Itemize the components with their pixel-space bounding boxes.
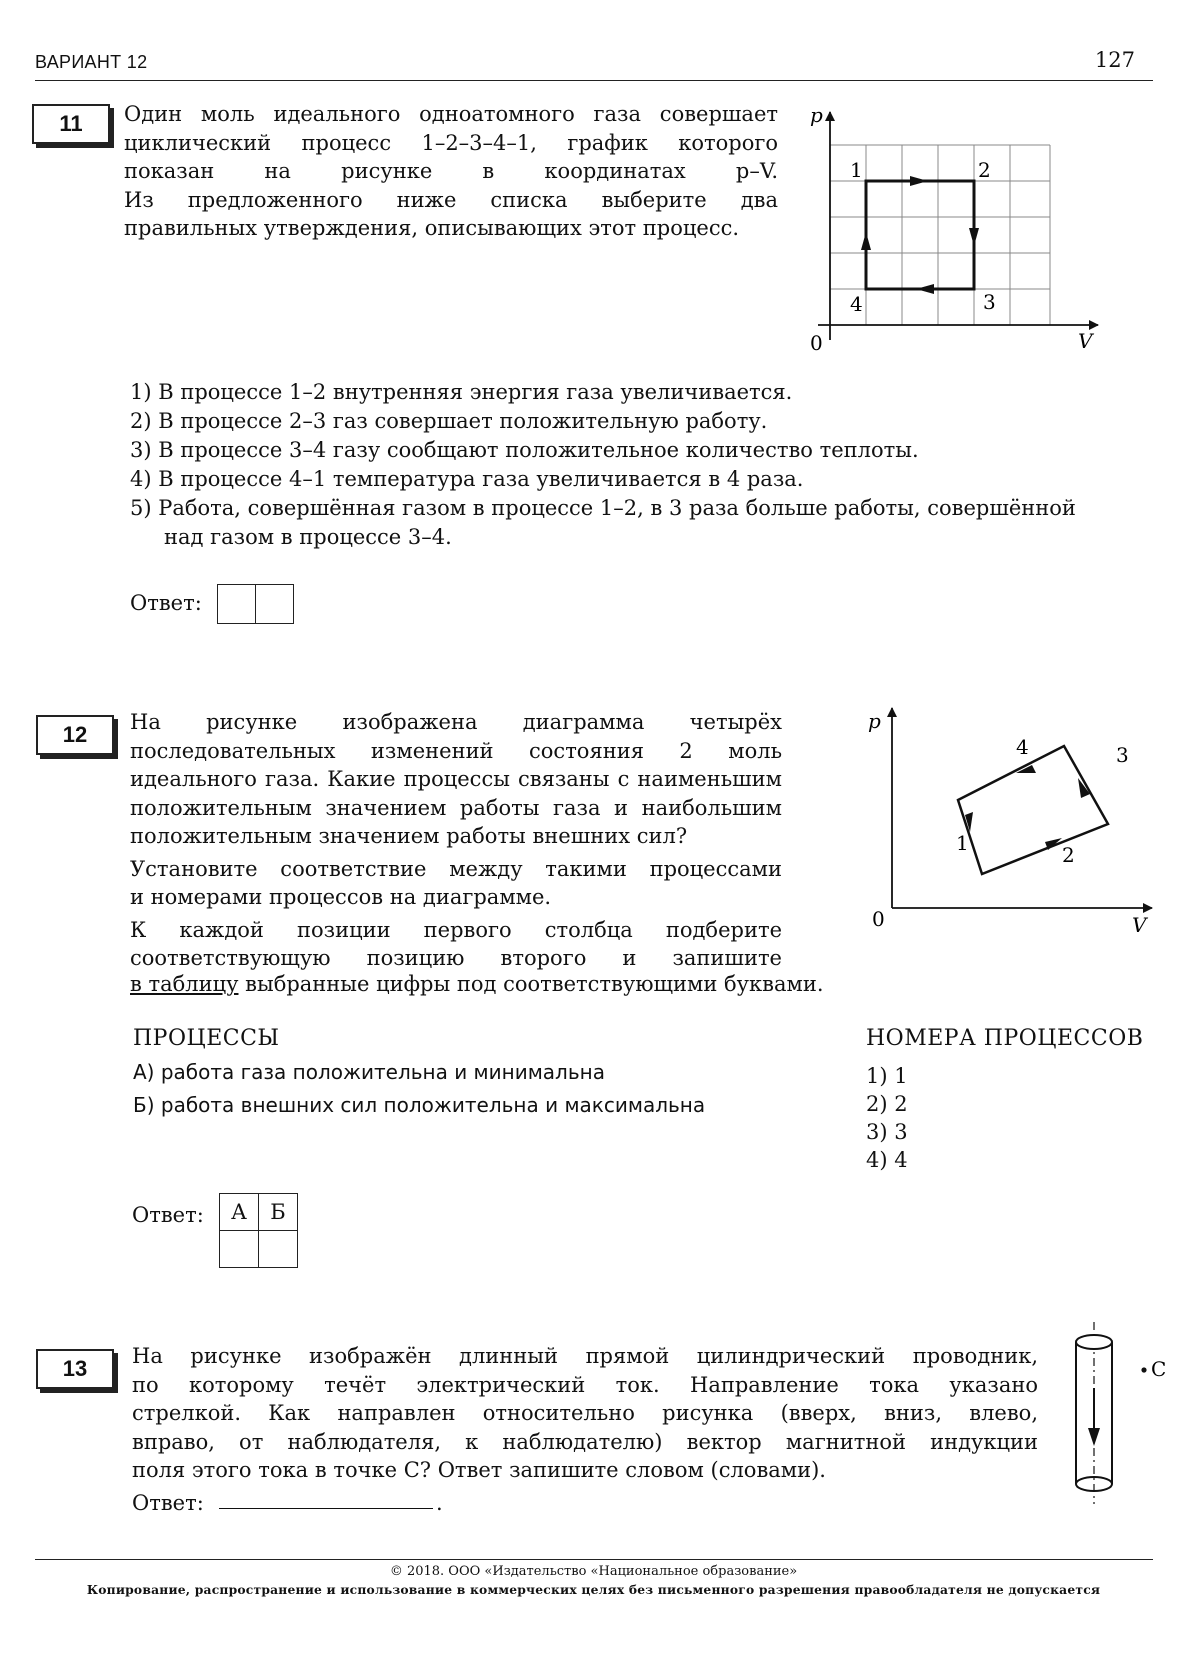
q12-last-line [130, 970, 824, 999]
q12-processes-heading: ПРОЦЕССЫ [133, 1026, 280, 1051]
q11-arrow-34 [916, 284, 934, 294]
q12-number-1: 1) 1 [866, 1064, 908, 1088]
q13-line: На рисунке изображён длинный прямой цилиндрический проводник, [132, 1344, 1038, 1368]
q11-line: Из предложенного ниже списка выберите два [124, 187, 778, 212]
q12-line: положительным значением работы газа и наибольшим [130, 795, 782, 820]
q11-line: циклический процесс 1–2–3–4–1, график которого [124, 130, 778, 155]
q12-cycle [958, 746, 1108, 874]
question-12-number: 12 [36, 715, 114, 755]
q13-line: вправо, от наблюдателя, к наблюдателю) вектор магнитной индукции [132, 1429, 1038, 1454]
q12-numbers-list [866, 1062, 908, 1174]
q12-answer-cell-b[interactable] [259, 1231, 298, 1268]
q12-table-link: в таблицу [130, 972, 239, 996]
q12-origin-label: 0 [872, 907, 885, 931]
q12-number-4: 4) 4 [866, 1148, 908, 1172]
q12-v-label: V [1132, 913, 1147, 937]
page-number: 127 [1094, 48, 1135, 72]
q12-answer-head-b: Б [259, 1194, 298, 1231]
q11-option-5: 5) Работа, совершённая газом в процессе 1–2, в 3 раза больше работы, совершённой [130, 496, 1076, 520]
question-13-number: 13 [36, 1349, 114, 1389]
q11-option-3: 3) В процессе 3–4 газу сообщают положительное количество теплоты. [130, 438, 919, 462]
q12-processes-list [133, 1056, 705, 1122]
q11-answer-cell-1[interactable] [218, 585, 255, 623]
q12-pv-diagram [850, 700, 1180, 940]
q13-answer-label: Ответ: [132, 1491, 204, 1515]
q11-arrow-12 [910, 176, 928, 186]
q11-option-5-cont: над газом в процессе 3–4. [164, 525, 452, 549]
q11-answer-cell-2[interactable] [255, 585, 293, 623]
q13-point-c-label: С [1151, 1357, 1167, 1381]
footer-notice: Копирование, распространение и использование в коммерческих целях без письменного разрешения правообладателя не допускается [86, 1582, 1101, 1597]
q11-pv-graph [800, 100, 1110, 360]
q12-line: Установите соответствие между такими процессами [130, 856, 782, 881]
q12-process-b: Б) работа внешних сил положительна и максимальна [133, 1093, 706, 1117]
q12-numbers-heading: НОМЕРА ПРОЦЕССОВ [866, 1026, 1144, 1051]
question-11-text [124, 100, 778, 243]
q11-point-3: 3 [983, 290, 996, 314]
q11-cycle [866, 181, 974, 289]
q11-line: правильных утверждения, описывающих этот процесс. [124, 216, 740, 240]
q11-options [130, 378, 1160, 552]
q11-option-4: 4) В процессе 4–1 температура газа увеличивается в 4 раза. [130, 467, 804, 491]
q12-line: На рисунке изображена диаграмма четырёх [130, 710, 782, 734]
q13-answer-period: . [436, 1491, 443, 1515]
q11-point-2: 2 [978, 158, 991, 182]
q11-point-1: 1 [850, 158, 863, 182]
q12-point-3: 3 [1116, 743, 1129, 767]
q12-point-1: 1 [956, 831, 969, 855]
q13-answer-input[interactable] [219, 1508, 433, 1509]
question-12-text [130, 708, 782, 973]
q12-line: положительным значением работы внешних сил? [130, 824, 688, 848]
footer-divider [35, 1559, 1153, 1560]
q12-process-a: А) работа газа положительна и минимальна [133, 1060, 605, 1084]
q13-conductor-figure [1068, 1318, 1178, 1508]
q11-arrow-23 [969, 228, 979, 246]
q12-point-2: 2 [1062, 843, 1075, 867]
q12-number-3: 3) 3 [866, 1120, 908, 1144]
q11-line: Один моль идеального одноатомного газа совершает [124, 102, 778, 126]
q11-point-4: 4 [850, 292, 863, 316]
q12-line: соответствующую позицию второго и запишите [130, 946, 782, 970]
q12-answer-label: Ответ: [132, 1203, 204, 1227]
q11-option-2: 2) В процессе 2–3 газ совершает положительную работу. [130, 409, 768, 433]
q13-line: по которому течёт электрический ток. Направление тока указано [132, 1372, 1038, 1397]
q11-answer-boxes[interactable] [217, 584, 294, 624]
q13-current-arrow-head [1088, 1428, 1100, 1446]
footer-copyright: © 2018. ООО «Издательство «Национальное образование» [389, 1564, 798, 1579]
q11-arrow-41 [861, 232, 871, 250]
q11-v-label: V [1078, 329, 1093, 353]
q12-answer-head-a: А [220, 1194, 259, 1231]
q12-line: идеального газа. Какие процессы связаны с наименьшим [130, 767, 782, 791]
q12-number-2: 2) 2 [866, 1092, 908, 1116]
variant-title: ВАРИАНТ 12 [35, 52, 148, 72]
q13-line: поля этого тока в точке С? Ответ запишите словом (словами). [132, 1458, 826, 1482]
q11-line [124, 157, 778, 186]
q11-line-2: показан на рисунке в координатах p–V. [124, 159, 778, 183]
q12-last-line-rest: выбранные цифры под соответствующими буквами. [238, 972, 824, 996]
q11-answer-label: Ответ: [130, 591, 202, 615]
question-11-number: 11 [32, 104, 110, 144]
q13-point-c-dot [1141, 1367, 1146, 1372]
q13-line: стрелкой. Как направлен относительно рисунка (вверх, вниз, влево, [132, 1401, 1038, 1425]
q13-cylinder-top [1076, 1335, 1112, 1349]
question-13-text [132, 1342, 1038, 1485]
q12-line: и номерами процессов на диаграмме. [130, 885, 552, 909]
q12-p-label: p [868, 709, 881, 733]
q12-answer-table[interactable] [219, 1193, 298, 1268]
header-divider [35, 80, 1153, 81]
q12-point-4: 4 [1016, 735, 1029, 759]
q11-grid [830, 145, 1050, 325]
q11-option-1: 1) В процессе 1–2 внутренняя энергия газа увеличивается. [130, 380, 793, 404]
q12-answer-cell-a[interactable] [220, 1231, 259, 1268]
q11-p-label: p [810, 103, 823, 127]
q12-line: К каждой позиции первого столбца подберите [130, 917, 782, 942]
q11-origin-label: 0 [810, 331, 823, 355]
q12-line: последовательных изменений состояния 2 моль [130, 738, 782, 763]
